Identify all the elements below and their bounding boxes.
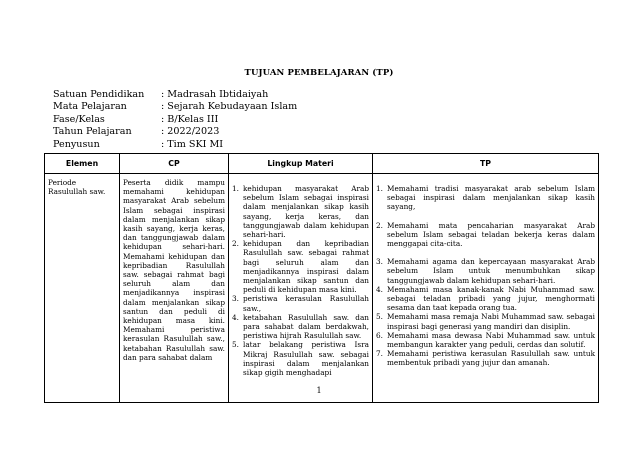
info-row [53,101,297,113]
list-item [376,257,595,285]
list-number: 5. [232,340,239,350]
info-value: : B/Kelas III [161,113,219,125]
list-text: peristiwa kerasulan Rasulullah saw., [243,294,369,313]
header-cp: CP [120,154,229,174]
list-text: Memahami masa remaja Nabi Muhammad saw. sebagai inspirasi bagi generasi yang mandiri dan disiplin. [387,312,595,331]
list-number: 1. [232,184,239,193]
list-text: Memahami masa dewasa Nabi Muhammad saw. untuk membangun karakter yang peduli, cerdas dan solutif. [387,330,595,350]
list-number: 2. [232,239,239,249]
table-row [45,174,599,403]
info-label: Satuan Pendidikan [53,89,145,100]
list-item [232,294,369,312]
list-number: 6. [376,330,383,340]
header-lingkup-materi: Lingkup Materi [229,154,373,174]
list-number: 2. [376,220,383,230]
list-item [376,312,595,330]
list-item [376,331,595,349]
list-item [232,184,369,239]
list-text: ketabahan Rasulullah saw. dan para sahabat dalam berdakwah, peristiwa hijrah Rasulullah saw. [243,312,369,341]
info-row [53,139,297,151]
list-item [376,349,595,367]
list-item [232,313,369,341]
cell-lingkup-materi [229,174,373,403]
info-label: Fase/Kelas [53,113,105,125]
page-number: 1 [316,386,322,395]
info-label: Penyusun [53,138,100,150]
info-value: : Sejarah Kebudayaan Islam [161,101,298,113]
info-label: Mata Pelajaran [53,101,127,113]
header-elemen: Elemen [45,154,120,174]
list-number: 4. [232,312,239,322]
list-item [232,239,369,294]
info-row [53,89,297,101]
table-header-row [45,154,599,174]
info-label: Tahun Pelajaran [53,126,132,138]
header-tp: TP [373,154,599,174]
list-item [376,184,595,212]
info-row [53,126,297,138]
list-item [376,285,595,313]
list-number: 5. [376,312,383,322]
info-block [53,89,297,151]
list-text: Memahami masa kanak-kanak Nabi Muhammad saw. sebagai teladan pribadi yang jujur, menghormati sesama dan taat kepada orang tua. [387,284,595,313]
list-text: latar belakang peristiwa Isra Mikraj Rasulullah saw. sebagai inspirasi dalam menjalankan sikap gigih menghadapi [243,340,369,378]
info-value: : Tim SKI MI [161,138,224,150]
list-number: 3. [232,294,239,304]
list-item [232,340,369,377]
list-text: Memahami tradisi masyarakat arab sebelum Islam sebagai inspirasi dalam menjalankan sikap kasih sayang, [387,184,595,212]
list-number: 7. [376,349,383,359]
cell-tp [373,174,599,403]
list-text: kehidupan dan kepribadian Rasulullah saw. sebagai rahmat bagi seluruh alam dan menjadikannya inspirasi dalam menjalankan sikap santun dan peduli di kehidupan masa kini. [243,239,369,295]
info-value: : Madrasah Ibtidaiyah [161,89,269,100]
cell-elemen: Periode Rasulullah saw. [45,174,120,403]
list-number: 1. [376,184,383,193]
list-item [376,221,595,249]
info-row [53,114,297,126]
list-number: 4. [376,284,383,294]
info-value: : 2022/2023 [161,126,220,138]
tp-table [44,153,599,403]
tp-list [376,178,595,368]
cell-cp: Peserta didik mampu memahami kehidupan masyarakat Arab sebelum Islam sebagai inspirasi dalam menjalankan sikap kasih sayang, kerja keras, dan tanggungjawab dalam kehidupan sehari-hari. Memahami kehidupan dan kepribadian Rasulullah saw. sebagai rahmat bagi seluruh alam dan menjadikannya inspirasi dalam menjalankan sikap santun dan peduli di kehidupan masa kini. Memahami peristiwa kerasulan Rasulullah saw., ketabahan Rasulullah saw. dan para sahabat dalam [120,174,229,403]
list-text: kehidupan masyarakat Arab sebelum Islam sebagai inspirasi dalam menjalankan sikap kasih sayang, kerja keras, dan tanggungjawab dalam kehidupan sehari-hari. [243,184,369,240]
list-text: Memahami agama dan kepercayaan masyarakat Arab sebelum Islam untuk menumbuhkan sikap tanggungjawab dalam kehidupan sehari-hari. [387,257,595,285]
materi-list [232,178,369,377]
list-text: Memahami mata pencaharian masyarakat Arab sebelum Islam sebagai teladan bekerja keras dalam menggapai cita-cita. [387,220,595,249]
document-title: TUJUAN PEMBELAJARAN (TP) [244,68,394,78]
list-number: 3. [376,257,383,267]
list-text: Memahami peristiwa kerasulan Rasulullah saw. untuk membentuk pribadi yang jujur dan amanah. [387,349,595,368]
